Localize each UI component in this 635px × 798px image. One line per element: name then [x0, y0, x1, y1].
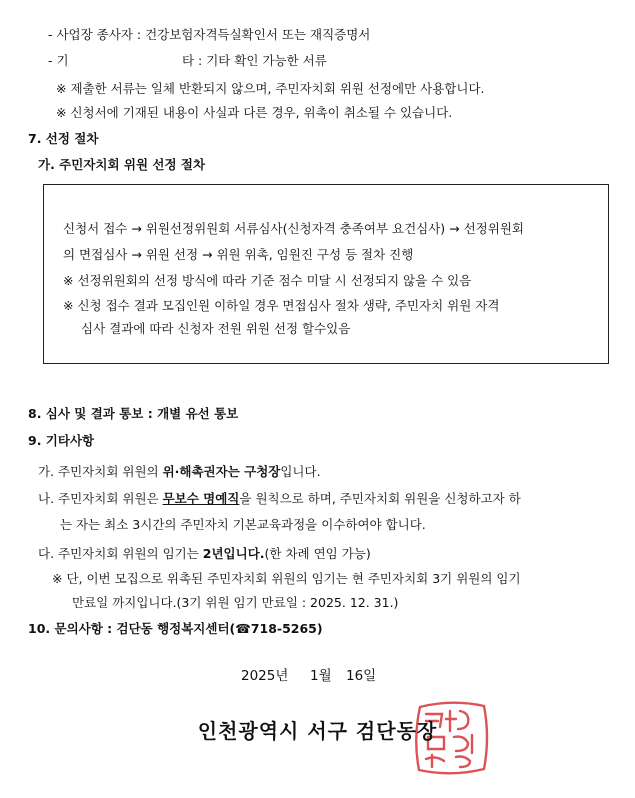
section-10-title: 10. 문의사항 : 검단동 행정복지센터(☎718-5265)	[28, 621, 323, 636]
procedure-line-2: 의 면접심사 → 위원 선정 → 위원 위촉, 임원진 구성 등 절차 진행	[63, 247, 414, 262]
procedure-note-2b: 심사 결과에 따라 신청자 전원 위원 선정 할수있음	[81, 321, 351, 336]
item-ga-suffix: 입니다.	[280, 464, 321, 479]
term-note-1: ※ 단, 이번 모집으로 위촉된 주민자치회 위원의 임기는 현 주민자치회 3기 위원의 임기	[52, 571, 521, 586]
procedure-note-2a: ※ 신청 접수 결과 모집인원 이하일 경우 면접심사 절차 생략, 주민자치 위원 자격	[63, 298, 500, 313]
date-day: 16일	[346, 668, 377, 684]
item-ga-bold: 위·해촉권자는 구청장	[162, 464, 281, 479]
item-na	[38, 491, 521, 507]
item-na-suffix: 을 원칙으로 하며, 주민자치회 위원을 신청하고자 하	[239, 491, 521, 506]
section-7-subtitle: 가. 주민자치회 위원 선정 절차	[38, 157, 206, 172]
item-da	[38, 546, 371, 562]
date-year: 2025년	[241, 668, 289, 684]
note-no-return: ※ 제출한 서류는 일체 반환되지 않으며, 주민자치회 위원 선정에만 사용합니다.	[56, 81, 485, 96]
other-doc-label: - 기	[48, 53, 69, 68]
item-da-prefix: 다. 주민자치회 위원의 임기는	[38, 546, 203, 561]
item-na-underline: 무보수 명예직	[162, 491, 240, 506]
item-ga-prefix: 가. 주민자치회 위원의	[38, 464, 163, 479]
procedure-note-1: ※ 선정위원회의 선정 방식에 따라 기준 점수 미달 시 선정되지 않을 수 있음	[63, 273, 472, 288]
item-da-suffix: (한 차례 연임 가능)	[264, 546, 371, 561]
issuer-signature: 인천광역시 서구 검단동장	[197, 719, 438, 743]
employee-doc-line: - 사업장 종사자 : 건강보험자격득실확인서 또는 재직증명서	[48, 27, 371, 42]
item-na-line-2: 는 자는 최소 3시간의 주민자치 기본교육과정을 이수하여야 합니다.	[60, 517, 426, 532]
section-7-title: 7. 선정 절차	[28, 131, 99, 146]
item-da-bold: 2년입니다.	[202, 546, 265, 561]
procedure-line-1: 신청서 접수 → 위원선정위원회 서류심사(신청자격 충족여부 요건심사) → 선정위원회	[63, 221, 524, 236]
date-month: 1월	[310, 668, 332, 684]
term-note-2: 만료일 까지입니다.(3기 위원 임기 만료일 : 2025. 12. 31.)	[72, 595, 399, 610]
section-9-title: 9. 기타사항	[28, 433, 95, 448]
section-8-title: 8. 심사 및 결과 통보 : 개별 유선 통보	[28, 406, 239, 421]
selection-procedure-box	[43, 184, 609, 364]
item-na-prefix: 나. 주민자치회 위원은	[38, 491, 163, 506]
item-ga	[38, 464, 321, 480]
other-doc-line: 타 : 기타 확인 가능한 서류	[182, 53, 327, 68]
note-false-info: ※ 신청서에 기재된 내용이 사실과 다른 경우, 위촉이 취소될 수 있습니다.	[56, 105, 453, 120]
